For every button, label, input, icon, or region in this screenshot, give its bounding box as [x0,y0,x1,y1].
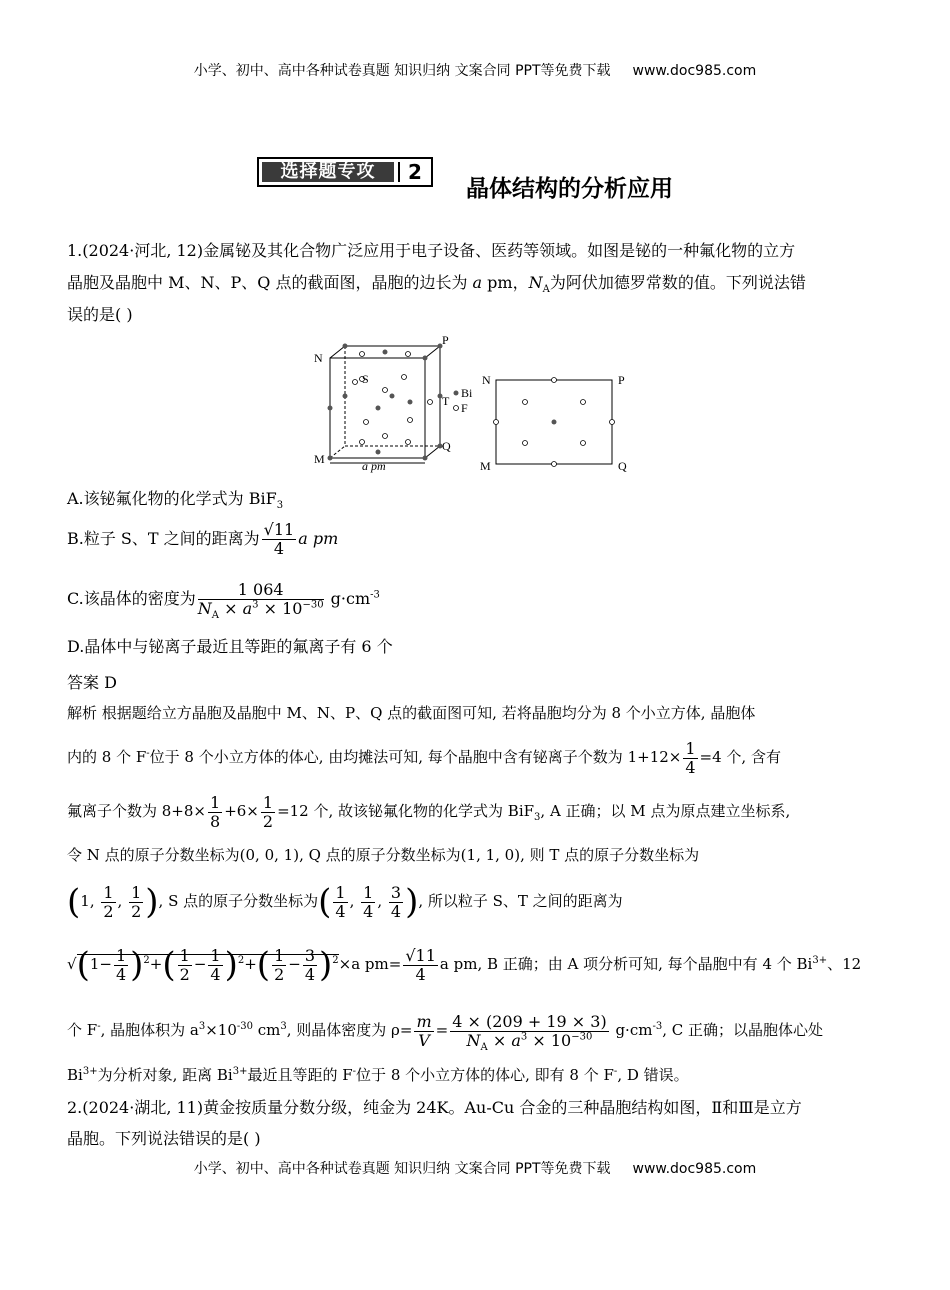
footer-text: 小学、初中、高中各种试卷真题 知识归纳 文案合同 PPT等免费下载 [193,1161,611,1177]
exp-line4: 令 N 点的原子分数坐标为(0, 0, 1), Q 点的原子分数坐标为(1, 1, 0), 则 T 点的原子分数坐标为 [67,846,700,864]
header-url[interactable]: www.doc985.com [632,63,757,79]
crystal-figure [300,332,650,477]
svg-text:Q: Q [618,459,627,473]
footer-url[interactable]: www.doc985.com [632,1161,757,1177]
q1-option-c[interactable]: C.该晶体的密度为 $\frac{1 064}{N_A \times a^3 \times 10^{-30}}$ $g\cdot cm^{-3}$ [67,580,380,622]
q1-answer: 答案 D [67,673,117,692]
q1-option-d[interactable]: D.晶体中与铋离子最近且等距的氟离子有 6 个 [67,637,393,656]
svg-text:M: M [480,459,491,473]
q2-stem-line2: 晶胞。下列说法错误的是( ) [67,1129,261,1148]
section-number: 2 [398,162,430,182]
page-header-bottom [0,1158,950,1178]
exp-line7: 个 F-, 晶胞体积为 $a^3\times 10^{-30}$ $cm^3$, 则晶体密度为 ρ= $\frac{m}{V}$ = $\frac{4 \times (209 + 19 \times 3)}{N_A \times a^3 \times 10^{-30}}$ $g\cdot cm^{-3}$, C 正确；以晶胞体心处 [67,1011,823,1053]
exp-line5: (1, $\frac{1}{2}$ , $\frac{1}{2}$ ), S 点的原子分数坐标为( $\frac{1}{4}$ , $\frac{1}{4}$ , $\frac{3}{4}$ ), 所以粒子 S、T 之间的距离为 [67,882,623,922]
section-badge [257,157,433,187]
q1-option-b[interactable]: B.粒子 S、T 之间的距离为 $\frac{√11}{4}$ a pm [67,520,339,558]
q1-stem-line3: 误的是( ) [67,305,133,324]
page-header-top [0,60,950,80]
q2-stem-line1: 2.(2024·湖北, 11)黄金按质量分数分级，纯金为 24K。Au-Cu 合金的三种晶胞结构如图，Ⅱ和Ⅲ是立方 [67,1098,802,1117]
exp-line3: 氟离子个数为 8+8× $\frac{1}{8}$ +6× $\frac{1}{2}$ =12 个, 故该铋氟化物的化学式为 BiF$_3$, A 正确；以 M 点为原点建立坐标系, [67,792,791,831]
exp-line2: 内的 8 个 F-位于 8 个小立方体的体心, 由均摊法可知, 每个晶胞中含有铋离子个数为 1+12× $\frac{1}{4}$ =4 个, 含有 [67,738,781,777]
svg-text:P: P [618,373,625,387]
q1-option-a[interactable]: A.该铋氟化物的化学式为 BiF$_3$ [67,489,284,512]
q1-stem-line2: 晶胞及晶胞中 M、N、P、Q 点的截面图，晶胞的边长为 a pm，$N_A$为阿伏加德罗常数的值。下列说法错 [67,273,806,296]
section-title: 晶体结构的分析应用 [466,176,673,202]
exp-line8: $Bi^{3+}$为分析对象, 距离 $Bi^{3+}$最近且等距的 F-位于 8 个小立方体的体心, 即有 8 个 F-, D 错误。 [67,1066,689,1084]
header-text: 小学、初中、高中各种试卷真题 知识归纳 文案合同 PPT等免费下载 [193,63,611,79]
label-m: M [314,452,325,466]
label-n: N [314,351,323,365]
exp-line6: √(1− $\frac{1}{4}$ )$^2$+( $\frac{1}{2}$ − $\frac{1}{4}$ )$^2$+( $\frac{1}{2}$ − $\frac{3}{4}$ )$^2$×a pm= $\frac{√11}{4}$ a pm, B 正确；由 A 项分析可知, 每个晶胞中有 4 个 $Bi^{3+}$、12 [67,945,862,985]
svg-text:N: N [482,373,491,387]
label-q: Q [442,439,451,453]
label-s: S [362,372,369,386]
legend-f: F [461,401,468,415]
label-p: P [442,333,449,347]
legend-bi: Bi [461,386,473,400]
section-label: 选择题专攻 [262,162,394,182]
exp-line1: 解析 根据题给立方晶胞及晶胞中 M、N、P、Q 点的截面图可知, 若将晶胞均分为 8 个小立方体, 晶胞体 [67,704,756,722]
label-t: T [442,394,450,408]
q1-stem-line1: 1.(2024·河北, 12)金属铋及其化合物广泛应用于电子设备、医药等领域。如图是铋的一种氟化物的立方 [67,241,796,260]
label-edge: a pm [362,459,386,473]
